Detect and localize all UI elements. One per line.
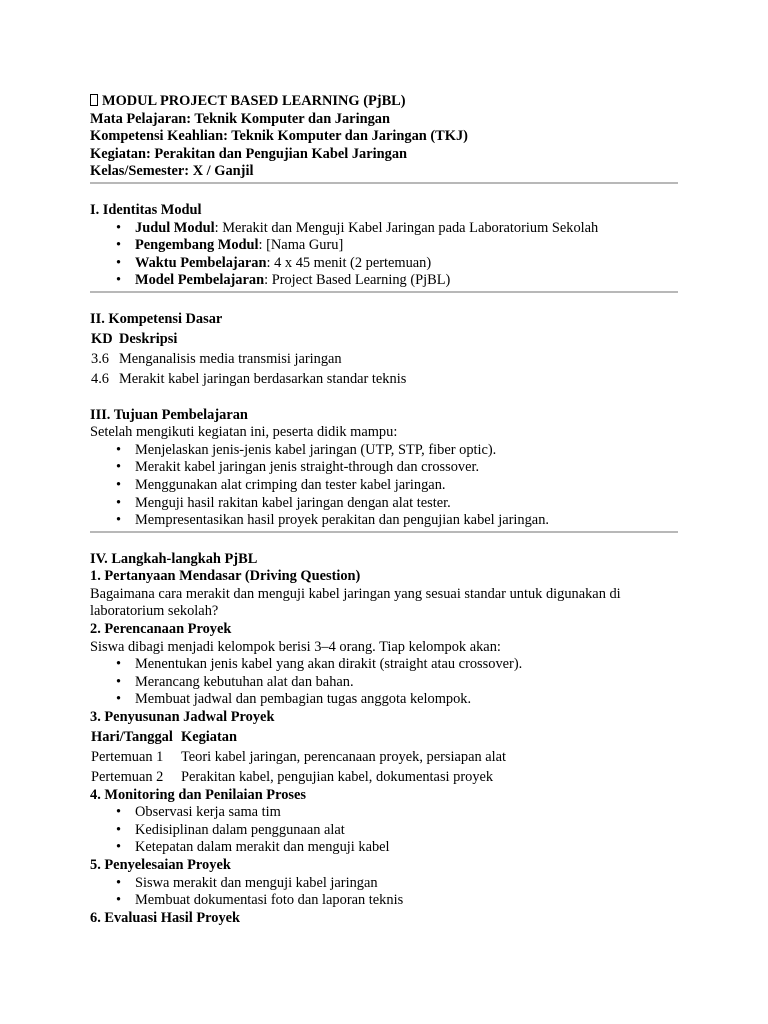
monitoring-list bbox=[90, 804, 678, 857]
section-title: II. Kompetensi Dasar bbox=[90, 310, 223, 327]
table-cell: 4.6 bbox=[91, 370, 109, 387]
list-item: • Membuat dokumentasi foto dan laporan teknis bbox=[90, 892, 678, 910]
kompetensi-table bbox=[91, 329, 406, 389]
missing-glyph-icon bbox=[90, 94, 98, 106]
table-header-row bbox=[91, 727, 506, 747]
table-header-cell: Hari/Tanggal bbox=[91, 728, 173, 745]
module-header bbox=[90, 93, 678, 181]
list-item: • Menguji hasil rakitan kabel jaringan dengan alat tester. bbox=[90, 495, 678, 513]
list-item: • Model Pembelajaran: Project Based Learning (PjBL) bbox=[90, 272, 678, 290]
section-title: IV. Langkah-langkah PjBL bbox=[90, 550, 258, 567]
section-kompetensi bbox=[90, 311, 678, 389]
paragraph: Setelah mengikuti kegiatan ini, peserta didik mampu: bbox=[90, 424, 398, 441]
table-header-cell: KD bbox=[91, 330, 113, 347]
step-title: 3. Penyusunan Jadwal Proyek bbox=[90, 709, 275, 726]
table-cell: Menganalisis media transmisi jaringan bbox=[119, 350, 342, 367]
table-cell: 3.6 bbox=[91, 350, 109, 367]
table-row bbox=[91, 747, 506, 767]
table-row bbox=[91, 369, 406, 389]
list-item: • Pengembang Modul: [Nama Guru] bbox=[90, 237, 678, 255]
list-item: • Merancang kebutuhan alat dan bahan. bbox=[90, 674, 678, 692]
list-item: • Menggunakan alat crimping dan tester kabel jaringan. bbox=[90, 477, 678, 495]
header-line-competency: Kompetensi Keahlian: Teknik Komputer dan Jaringan (TKJ) bbox=[90, 128, 468, 145]
table-header-row bbox=[91, 329, 406, 349]
list-item: • Merakit kabel jaringan jenis straight-through dan crossover. bbox=[90, 459, 678, 477]
module-title: MODUL PROJECT BASED LEARNING (PjBL) bbox=[90, 93, 678, 111]
table-header-cell: Kegiatan bbox=[181, 728, 237, 745]
table-header-cell: Deskripsi bbox=[119, 330, 178, 347]
step-title: 4. Monitoring dan Penilaian Proses bbox=[90, 786, 307, 803]
paragraph: Bagaimana cara merakit dan menguji kabel jaringan yang sesuai standar untuk digunakan di bbox=[90, 585, 621, 602]
jadwal-table bbox=[91, 727, 506, 787]
table-cell: Perakitan kabel, pengujian kabel, dokumentasi proyek bbox=[181, 768, 494, 785]
step-title: 1. Pertanyaan Mendasar (Driving Question) bbox=[90, 568, 361, 585]
list-item: • Siswa merakit dan menguji kabel jaringan bbox=[90, 875, 678, 893]
header-line-activity: Kegiatan: Perakitan dan Pengujian Kabel Jaringan bbox=[90, 145, 408, 162]
paragraph: laboratorium sekolah? bbox=[90, 603, 219, 620]
penyelesaian-list bbox=[90, 875, 678, 910]
step-title: 6. Evaluasi Hasil Proyek bbox=[90, 909, 241, 926]
section-langkah bbox=[90, 551, 678, 928]
list-item: • Membuat jadwal dan pembagian tugas anggota kelompok. bbox=[90, 691, 678, 709]
step-title: 2. Perencanaan Proyek bbox=[90, 621, 232, 638]
table-cell: Pertemuan 1 bbox=[91, 748, 164, 765]
list-item: • Menjelaskan jenis-jenis kabel jaringan (UTP, STP, fiber optic). bbox=[90, 442, 678, 460]
list-item: • Judul Modul: Merakit dan Menguji Kabel Jaringan pada Laboratorium Sekolah bbox=[90, 220, 678, 238]
section-identitas bbox=[90, 202, 678, 290]
step-title: 5. Penyelesaian Proyek bbox=[90, 857, 231, 873]
section-title: III. Tujuan Pembelajaran bbox=[90, 406, 248, 423]
list-item: • Mempresentasikan hasil proyek perakitan dan pengujian kabel jaringan. bbox=[90, 512, 678, 530]
table-cell: Pertemuan 2 bbox=[91, 768, 164, 785]
table-cell: Teori kabel jaringan, perencanaan proyek, persiapan alat bbox=[181, 748, 507, 765]
list-item: • Waktu Pembelajaran: 4 x 45 menit (2 pertemuan) bbox=[90, 255, 678, 273]
table-row bbox=[91, 349, 406, 369]
list-item: • Ketepatan dalam merakit dan menguji kabel bbox=[90, 839, 678, 857]
section-title: I. Identitas Modul bbox=[90, 201, 202, 218]
document-page bbox=[90, 93, 678, 927]
section-tujuan bbox=[90, 407, 678, 530]
header-line-subject: Mata Pelajaran: Teknik Komputer dan Jaringan bbox=[90, 110, 390, 127]
paragraph: Siswa dibagi menjadi kelompok berisi 3–4 orang. Tiap kelompok akan: bbox=[90, 638, 501, 655]
tujuan-list bbox=[90, 442, 678, 530]
header-line-class: Kelas/Semester: X / Ganjil bbox=[90, 163, 254, 180]
table-row bbox=[91, 767, 506, 787]
identitas-list bbox=[90, 220, 678, 290]
list-item: • Kedisiplinan dalam penggunaan alat bbox=[90, 822, 678, 840]
perencanaan-list bbox=[90, 656, 678, 709]
list-item: • Observasi kerja sama tim bbox=[90, 804, 678, 822]
table-cell: Merakit kabel jaringan berdasarkan standar teknis bbox=[119, 370, 407, 387]
list-item: • Menentukan jenis kabel yang akan dirakit (straight atau crossover). bbox=[90, 656, 678, 674]
